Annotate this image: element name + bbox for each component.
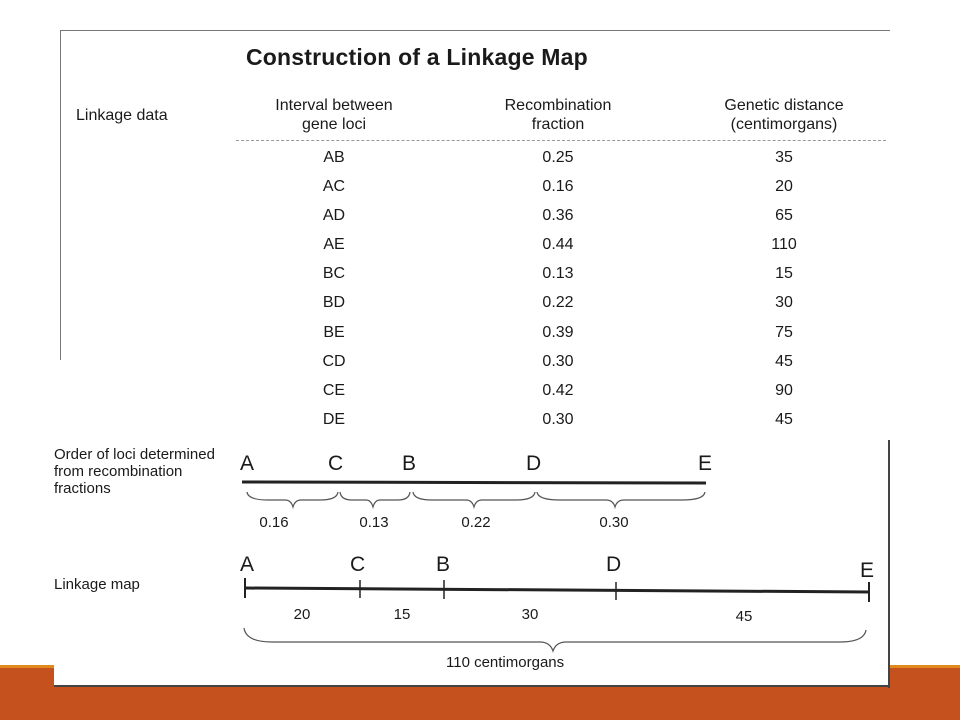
distance-cell: 30 [775,294,793,312]
map-locus-e: E [860,559,875,582]
map-total-brace [244,628,866,651]
column-header-distance-line2: (centimorgans) [730,116,838,133]
map-chromosome-line [245,588,870,592]
fraction-cell: 0.30 [542,352,574,370]
order-brace-bd [413,492,535,507]
interval-cell: AE [323,236,345,254]
order-brace-de [537,492,705,507]
order-fraction-bd: 0.22 [461,514,491,531]
column-header-distance-line1: Genetic distance [724,97,844,114]
interval-cell: BE [323,323,345,341]
order-brace-cb [340,492,410,507]
fraction-cell: 0.44 [542,236,574,254]
interval-cell: AC [322,178,346,196]
fraction-cell: 0.36 [542,207,574,225]
distance-cell: 15 [775,265,793,283]
map-distance-cb: 15 [393,606,411,623]
map-distance-ac: 20 [293,606,311,623]
order-brace-ac [247,492,338,507]
fraction-cell: 0.25 [542,149,574,166]
column-header-interval-line1: Interval between [275,97,393,114]
map-locus-a: A [240,553,255,576]
order-locus-b: B [402,452,417,475]
interval-cell: CD [322,352,346,370]
column-header-interval-line2: gene loci [301,116,367,133]
order-locus-d: D [526,452,542,475]
map-total-distance: 110 centimorgans [446,654,565,671]
distance-cell: 75 [775,323,793,341]
fraction-cell: 0.13 [542,265,574,283]
figure-title: Construction of a Linkage Map [246,44,588,70]
interval-cell: BC [322,265,346,283]
order-of-loci-label: Order of loci determined from recombination fractions [54,446,215,497]
fraction-cell: 0.39 [542,323,574,341]
interval-cell: DE [322,410,346,428]
order-fraction-cb: 0.13 [359,514,389,531]
order-fraction-de: 0.30 [599,514,629,531]
order-fraction-ac: 0.16 [259,514,289,531]
interval-cell: AD [322,207,346,225]
distance-cell: 110 [771,236,797,254]
interval-cell: CE [322,381,346,399]
distance-cell: 65 [775,207,793,225]
fraction-cell: 0.16 [542,178,574,196]
fraction-cell: 0.22 [542,294,574,312]
column-header-fraction-line1: Recombination [504,97,612,114]
distance-cell: 45 [775,352,793,370]
linkage-data-label: Linkage data [76,107,168,124]
distance-cell: 20 [775,178,793,196]
order-chromosome-line [242,482,706,483]
distance-cell: 35 [775,149,793,166]
column-header-fraction-line2: fraction [531,116,585,133]
fraction-cell: 0.42 [542,381,574,399]
interval-cell: BD [322,294,346,312]
map-distance-de: 45 [735,608,753,625]
order-locus-c: C [328,452,344,475]
order-locus-e: E [698,452,713,475]
order-locus-a: A [240,452,255,475]
map-locus-c: C [350,553,366,576]
map-locus-d: D [606,553,622,576]
fraction-cell: 0.30 [542,410,574,428]
linkage-map-label: Linkage map [54,576,140,593]
distance-cell: 45 [775,410,793,428]
map-distance-bd: 30 [521,606,539,623]
map-locus-b: B [436,553,451,576]
interval-cell: AB [323,149,345,166]
distance-cell: 90 [775,381,793,399]
